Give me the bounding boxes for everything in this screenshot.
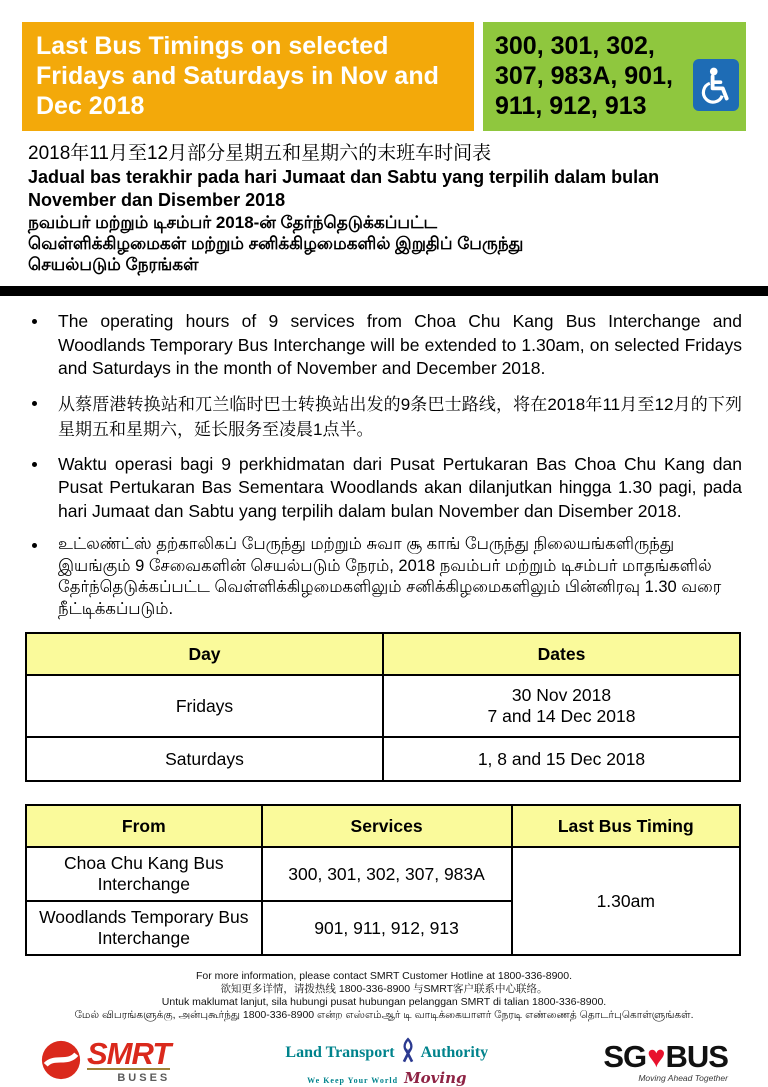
heart-icon: ♥ [647, 1038, 665, 1074]
subtitle-tamil-line-2: வெள்ளிக்கிழமைகள் மற்றும் சனிக்கிழமைகளில் இறுதிப் பேருந்து [28, 234, 524, 253]
dates-cell: 1, 8 and 15 Dec 2018 [383, 737, 740, 781]
subtitle-tamil-line-3: செயல்படும் நேரங்கள் [28, 255, 199, 274]
lta-ribbon-icon [399, 1037, 417, 1068]
subtitle-malay-line-1: Jadual bas terakhir pada hari Jumaat dan Sabtu yang terpilih dalam bulan [28, 167, 660, 187]
footer-english: For more information, please contact SMRT Customer Hotline at 1800-336-8900. [195, 970, 573, 982]
header-dates: Dates [383, 633, 740, 675]
bullet-list [26, 310, 742, 620]
day-dates-table [25, 632, 741, 782]
wheelchair-icon [693, 59, 739, 111]
from-cell: Choa Chu Kang Bus Interchange [26, 847, 262, 901]
poster-title [22, 22, 474, 131]
day-cell: Fridays [26, 675, 383, 737]
day-cell: Saturdays [26, 737, 383, 781]
services-cell: 300, 301, 302, 307, 983A [262, 847, 512, 901]
subtitle-tamil-line-1: நவம்பர் மற்றும் டிசம்பர் 2018-ன் தேர்ந்தெடுக்கப்பட்ட [28, 213, 438, 232]
bullet-chinese: 从蔡厝港转换站和兀兰临时巴士转换站出发的9条巴士路线，将在2018年11月至12月的下列星期五和星期六，延长服务至凌晨1点半。 [26, 392, 742, 442]
services-table [25, 804, 741, 956]
divider-rule [0, 286, 768, 296]
table-row [26, 737, 740, 781]
bullet-malay: Waktu operasi bagi 9 perkhidmatan dari Pusat Pertukaran Bas Choa Chu Kang dan Pusat Pertukaran Bas Sementara Woodlands akan dilanjutkan hingga 1.30 pagi, pada hari Jumaat dan Sabtu yang terpilih dalam bulan November dan Disember 2018. [26, 453, 742, 524]
service-numbers-box [483, 22, 746, 131]
sgbus-right: BUS [665, 1038, 728, 1074]
footer-malay: Untuk maklumat lanjut, sila hubungi pusat hubungan pelanggan SMRT di talian 1800-336-8900. [161, 996, 607, 1008]
dates-line-2: 7 and 14 Dec 2018 [487, 706, 636, 726]
header-from: From [26, 805, 262, 847]
table-header-row [26, 805, 740, 847]
footer-tamil: மேல் விபரங்களுக்கு, அன்புகூர்ந்து 1800-336-8900 என்ற எஸ்எம்ஆர் டி வாடிக்கையாளர் நேரடி எண்ணைத் தொடர்புகொள்ளுங்கள். [74, 1009, 694, 1021]
footer-chinese: 欲知更多详情，请拨热线 1800-336-8900 与SMRT客户联系中心联络。 [220, 983, 548, 995]
bullet-tamil: உட்லண்ட்ஸ் தற்காலிகப் பேருந்து மற்றும் சுவா சூ காங் பேருந்து நிலையங்களிருந்து இயங்கும் 9 சேவைகளின் செயல்படும் நேரம், 2018 நவம்பர் மற்றும் டிசம்பர் மாதங்களில் தேர்ந்தெடுக்கப்பட்ட வெள்ளிக்கிழமைகளிலும் சனிக்கிழமைகளிலும் பின்னிரவு 1.30 வரை நீட்டிக்கப்படும். [26, 534, 742, 620]
table-row [26, 675, 740, 737]
lta-tagline: We Keep Your World [307, 1076, 399, 1085]
subtitle-malay-line-2: November dan Disember 2018 [28, 190, 286, 210]
lta-logo [285, 1037, 488, 1087]
header-services: Services [262, 805, 512, 847]
title-line-3: Dec 2018 [36, 92, 145, 120]
smrt-wordmark: SMRT [87, 1036, 171, 1071]
logo-row [40, 1034, 728, 1087]
smrt-emblem-icon [40, 1039, 82, 1086]
dates-cell [383, 675, 740, 737]
title-line-2: Fridays and Saturdays in Nov and [36, 62, 439, 90]
service-numbers-line-2: 307, 983A, 901, [495, 62, 673, 90]
header-day: Day [26, 633, 383, 675]
table-header-row [26, 633, 740, 675]
from-cell: Woodlands Temporary Bus Interchange [26, 901, 262, 955]
header-last-bus-timing: Last Bus Timing [512, 805, 741, 847]
lta-name-right: Authority [420, 1043, 489, 1061]
footer-contact [0, 970, 768, 1022]
dates-line-1: 30 Nov 2018 [511, 685, 612, 705]
sgbus-tagline: Moving Ahead Together [638, 1072, 728, 1083]
services-cell: 901, 911, 912, 913 [262, 901, 512, 955]
service-numbers-line-1: 300, 301, 302, [495, 32, 655, 60]
bullet-english: The operating hours of 9 services from Choa Chu Kang Bus Interchange and Woodlands Temporary Bus Interchange will be extended to 1.30am, on selected Fridays and Saturdays in the month of November and December 2018. [26, 310, 742, 381]
subtitle-block [28, 142, 742, 275]
smrt-buses-logo [40, 1036, 171, 1086]
smrt-buses-label: BUSES [87, 1068, 170, 1084]
title-line-1: Last Bus Timings on selected [36, 32, 389, 60]
sgbus-logo [603, 1038, 728, 1083]
lta-name-left: Land Transport [285, 1043, 395, 1061]
last-bus-timing-cell: 1.30am [512, 847, 741, 955]
service-numbers-line-3: 911, 912, 913 [495, 92, 647, 120]
table-row [26, 847, 740, 901]
lta-moving-script: Moving [404, 1069, 467, 1087]
subtitle-chinese: 2018年11月至12月部分星期五和星期六的末班车时间表 [28, 143, 492, 164]
header [22, 22, 746, 131]
sgbus-left: SG [603, 1038, 647, 1074]
